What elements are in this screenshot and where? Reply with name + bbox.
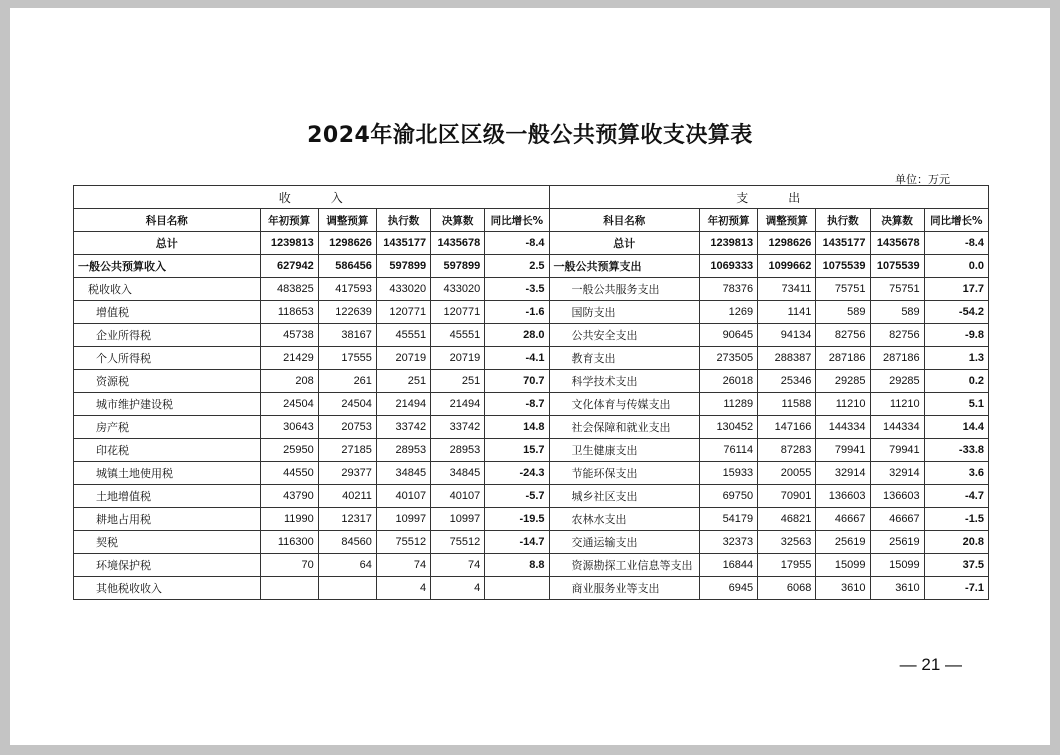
value-cell: 136603	[870, 485, 924, 508]
value-cell: 44550	[260, 462, 318, 485]
table-row	[74, 508, 989, 531]
col-header: 科目名称	[74, 209, 261, 232]
value-cell: 1298626	[758, 232, 816, 255]
value-cell: 1239813	[260, 232, 318, 255]
expense-item-name: 总计	[549, 232, 699, 255]
value-cell: 43790	[260, 485, 318, 508]
value-cell: 20055	[758, 462, 816, 485]
value-cell: 64	[318, 554, 376, 577]
value-cell: 273505	[699, 347, 757, 370]
table-row	[74, 278, 989, 301]
value-cell: 11210	[816, 393, 870, 416]
value-cell: 261	[318, 370, 376, 393]
value-cell: 32563	[758, 531, 816, 554]
value-cell: 21494	[431, 393, 485, 416]
growth-rate-cell: -8.4	[924, 232, 988, 255]
document-page	[10, 8, 1050, 745]
growth-rate-cell: -3.5	[485, 278, 549, 301]
value-cell: 1075539	[816, 255, 870, 278]
expense-item-name: 农林水支出	[549, 508, 699, 531]
income-item-name: 资源税	[74, 370, 261, 393]
value-cell: 32373	[699, 531, 757, 554]
income-item-name: 个人所得税	[74, 347, 261, 370]
value-cell: 69750	[699, 485, 757, 508]
value-cell: 15099	[870, 554, 924, 577]
expense-item-name: 节能环保支出	[549, 462, 699, 485]
value-cell: 11289	[699, 393, 757, 416]
value-cell: 12317	[318, 508, 376, 531]
value-cell: 79941	[816, 439, 870, 462]
value-cell: 75751	[870, 278, 924, 301]
growth-rate-cell: -1.6	[485, 301, 549, 324]
value-cell: 73411	[758, 278, 816, 301]
col-header: 科目名称	[549, 209, 699, 232]
value-cell: 54179	[699, 508, 757, 531]
income-item-name: 增值税	[74, 301, 261, 324]
table-row	[74, 462, 989, 485]
growth-rate-cell: 8.8	[485, 554, 549, 577]
expense-item-name: 一般公共服务支出	[549, 278, 699, 301]
growth-rate-cell: -7.1	[924, 577, 988, 600]
value-cell: 34845	[376, 462, 430, 485]
expense-item-name: 一般公共预算支出	[549, 255, 699, 278]
growth-rate-cell: -1.5	[924, 508, 988, 531]
value-cell: 1298626	[318, 232, 376, 255]
value-cell: 38167	[318, 324, 376, 347]
value-cell: 75512	[376, 531, 430, 554]
col-header: 年初预算	[260, 209, 318, 232]
value-cell: 25346	[758, 370, 816, 393]
value-cell: 627942	[260, 255, 318, 278]
col-header: 决算数	[870, 209, 924, 232]
table-row	[74, 577, 989, 600]
value-cell: 30643	[260, 416, 318, 439]
page-title: 2024年渝北区区级一般公共预算收支决算表	[307, 123, 753, 148]
growth-rate-cell	[485, 577, 549, 600]
value-cell: 1435177	[376, 232, 430, 255]
value-cell: 288387	[758, 347, 816, 370]
growth-rate-cell: -4.1	[485, 347, 549, 370]
income-item-name: 其他税收收入	[74, 577, 261, 600]
value-cell: 29377	[318, 462, 376, 485]
table-row	[74, 255, 989, 278]
value-cell: 33742	[431, 416, 485, 439]
value-cell: 70	[260, 554, 318, 577]
value-cell: 116300	[260, 531, 318, 554]
value-cell: 433020	[431, 278, 485, 301]
growth-rate-cell: 3.6	[924, 462, 988, 485]
unit-label: 单位：万元	[895, 173, 950, 186]
col-header: 同比增长%	[924, 209, 988, 232]
value-cell: 46821	[758, 508, 816, 531]
value-cell: 136603	[816, 485, 870, 508]
growth-rate-cell: 0.0	[924, 255, 988, 278]
income-item-name: 总计	[74, 232, 261, 255]
value-cell: 287186	[816, 347, 870, 370]
value-cell: 17555	[318, 347, 376, 370]
value-cell: 3610	[816, 577, 870, 600]
budget-table	[73, 185, 989, 600]
expense-item-name: 国防支出	[549, 301, 699, 324]
value-cell: 120771	[431, 301, 485, 324]
value-cell: 433020	[376, 278, 430, 301]
value-cell: 29285	[870, 370, 924, 393]
value-cell: 20719	[431, 347, 485, 370]
value-cell: 17955	[758, 554, 816, 577]
col-header: 执行数	[376, 209, 430, 232]
value-cell: 82756	[816, 324, 870, 347]
value-cell: 6945	[699, 577, 757, 600]
value-cell: 45738	[260, 324, 318, 347]
value-cell: 11210	[870, 393, 924, 416]
value-cell: 40107	[376, 485, 430, 508]
value-cell: 4	[431, 577, 485, 600]
growth-rate-cell: -54.2	[924, 301, 988, 324]
col-header: 调整预算	[318, 209, 376, 232]
value-cell: 3610	[870, 577, 924, 600]
value-cell: 597899	[431, 255, 485, 278]
value-cell: 1269	[699, 301, 757, 324]
value-cell: 79941	[870, 439, 924, 462]
table-row	[74, 439, 989, 462]
value-cell: 483825	[260, 278, 318, 301]
income-item-name: 契税	[74, 531, 261, 554]
income-item-name: 城镇土地使用税	[74, 462, 261, 485]
col-header: 执行数	[816, 209, 870, 232]
growth-rate-cell: 15.7	[485, 439, 549, 462]
value-cell: 76114	[699, 439, 757, 462]
income-item-name: 城市维护建设税	[74, 393, 261, 416]
value-cell: 26018	[699, 370, 757, 393]
value-cell: 45551	[376, 324, 430, 347]
value-cell: 27185	[318, 439, 376, 462]
growth-rate-cell: 5.1	[924, 393, 988, 416]
income-item-name: 印花税	[74, 439, 261, 462]
expense-item-name: 卫生健康支出	[549, 439, 699, 462]
growth-rate-cell: 2.5	[485, 255, 549, 278]
table-row	[74, 393, 989, 416]
value-cell: 25619	[816, 531, 870, 554]
value-cell: 70901	[758, 485, 816, 508]
growth-rate-cell: -8.7	[485, 393, 549, 416]
value-cell: 130452	[699, 416, 757, 439]
value-cell: 21494	[376, 393, 430, 416]
table-row	[74, 554, 989, 577]
value-cell: 40107	[431, 485, 485, 508]
value-cell: 1239813	[699, 232, 757, 255]
value-cell: 287186	[870, 347, 924, 370]
income-item-name: 一般公共预算收入	[74, 255, 261, 278]
value-cell: 1069333	[699, 255, 757, 278]
value-cell: 84560	[318, 531, 376, 554]
value-cell: 589	[816, 301, 870, 324]
expense-section-header: 支 出	[549, 186, 988, 209]
value-cell: 144334	[816, 416, 870, 439]
growth-rate-cell: -14.7	[485, 531, 549, 554]
income-item-name: 企业所得税	[74, 324, 261, 347]
growth-rate-cell: -4.7	[924, 485, 988, 508]
growth-rate-cell: 0.2	[924, 370, 988, 393]
value-cell: 46667	[816, 508, 870, 531]
value-cell	[318, 577, 376, 600]
expense-item-name: 教育支出	[549, 347, 699, 370]
growth-rate-cell: 28.0	[485, 324, 549, 347]
value-cell: 28953	[431, 439, 485, 462]
value-cell: 1099662	[758, 255, 816, 278]
value-cell: 1141	[758, 301, 816, 324]
value-cell: 24504	[318, 393, 376, 416]
value-cell: 33742	[376, 416, 430, 439]
value-cell: 15933	[699, 462, 757, 485]
value-cell: 21429	[260, 347, 318, 370]
value-cell: 82756	[870, 324, 924, 347]
table-row	[74, 232, 989, 255]
growth-rate-cell: 14.4	[924, 416, 988, 439]
col-header: 调整预算	[758, 209, 816, 232]
expense-item-name: 社会保障和就业支出	[549, 416, 699, 439]
value-cell: 597899	[376, 255, 430, 278]
section-header-row	[74, 186, 989, 209]
table-row	[74, 416, 989, 439]
value-cell: 417593	[318, 278, 376, 301]
value-cell: 25619	[870, 531, 924, 554]
value-cell: 4	[376, 577, 430, 600]
value-cell: 1435177	[816, 232, 870, 255]
value-cell: 1435678	[870, 232, 924, 255]
growth-rate-cell: 1.3	[924, 347, 988, 370]
value-cell: 251	[431, 370, 485, 393]
value-cell: 11990	[260, 508, 318, 531]
col-header: 年初预算	[699, 209, 757, 232]
income-item-name: 房产税	[74, 416, 261, 439]
value-cell: 75751	[816, 278, 870, 301]
value-cell: 586456	[318, 255, 376, 278]
table-row	[74, 347, 989, 370]
value-cell: 10997	[431, 508, 485, 531]
value-cell: 589	[870, 301, 924, 324]
value-cell: 74	[376, 554, 430, 577]
value-cell: 120771	[376, 301, 430, 324]
value-cell: 208	[260, 370, 318, 393]
table-row	[74, 485, 989, 508]
value-cell: 20719	[376, 347, 430, 370]
col-header: 同比增长%	[485, 209, 549, 232]
value-cell: 74	[431, 554, 485, 577]
value-cell: 10997	[376, 508, 430, 531]
growth-rate-cell: -33.8	[924, 439, 988, 462]
growth-rate-cell: 70.7	[485, 370, 549, 393]
income-item-name: 税收收入	[74, 278, 261, 301]
column-header-row	[74, 209, 989, 232]
expense-item-name: 交通运输支出	[549, 531, 699, 554]
value-cell: 147166	[758, 416, 816, 439]
table-row	[74, 531, 989, 554]
value-cell: 45551	[431, 324, 485, 347]
value-cell: 251	[376, 370, 430, 393]
growth-rate-cell: 17.7	[924, 278, 988, 301]
income-section-header: 收 入	[74, 186, 550, 209]
expense-item-name: 商业服务业等支出	[549, 577, 699, 600]
growth-rate-cell: -9.8	[924, 324, 988, 347]
expense-item-name: 资源勘探工业信息等支出	[549, 554, 699, 577]
value-cell: 1435678	[431, 232, 485, 255]
growth-rate-cell: 37.5	[924, 554, 988, 577]
value-cell: 11588	[758, 393, 816, 416]
page-number: — 21 —	[899, 655, 962, 674]
value-cell: 29285	[816, 370, 870, 393]
income-item-name: 环境保护税	[74, 554, 261, 577]
value-cell: 32914	[870, 462, 924, 485]
expense-item-name: 科学技术支出	[549, 370, 699, 393]
value-cell	[260, 577, 318, 600]
table-row	[74, 370, 989, 393]
value-cell: 46667	[870, 508, 924, 531]
value-cell: 15099	[816, 554, 870, 577]
growth-rate-cell: -24.3	[485, 462, 549, 485]
value-cell: 1075539	[870, 255, 924, 278]
growth-rate-cell: 14.8	[485, 416, 549, 439]
value-cell: 28953	[376, 439, 430, 462]
value-cell: 144334	[870, 416, 924, 439]
expense-item-name: 城乡社区支出	[549, 485, 699, 508]
value-cell: 75512	[431, 531, 485, 554]
value-cell: 24504	[260, 393, 318, 416]
col-header: 决算数	[431, 209, 485, 232]
growth-rate-cell: -5.7	[485, 485, 549, 508]
value-cell: 16844	[699, 554, 757, 577]
value-cell: 34845	[431, 462, 485, 485]
table-row	[74, 324, 989, 347]
value-cell: 90645	[699, 324, 757, 347]
value-cell: 40211	[318, 485, 376, 508]
expense-item-name: 公共安全支出	[549, 324, 699, 347]
value-cell: 20753	[318, 416, 376, 439]
value-cell: 25950	[260, 439, 318, 462]
value-cell: 6068	[758, 577, 816, 600]
growth-rate-cell: 20.8	[924, 531, 988, 554]
income-item-name: 耕地占用税	[74, 508, 261, 531]
value-cell: 87283	[758, 439, 816, 462]
expense-item-name: 文化体育与传媒支出	[549, 393, 699, 416]
table-row	[74, 301, 989, 324]
growth-rate-cell: -8.4	[485, 232, 549, 255]
value-cell: 78376	[699, 278, 757, 301]
value-cell: 122639	[318, 301, 376, 324]
value-cell: 118653	[260, 301, 318, 324]
value-cell: 32914	[816, 462, 870, 485]
value-cell: 94134	[758, 324, 816, 347]
income-item-name: 土地增值税	[74, 485, 261, 508]
growth-rate-cell: -19.5	[485, 508, 549, 531]
